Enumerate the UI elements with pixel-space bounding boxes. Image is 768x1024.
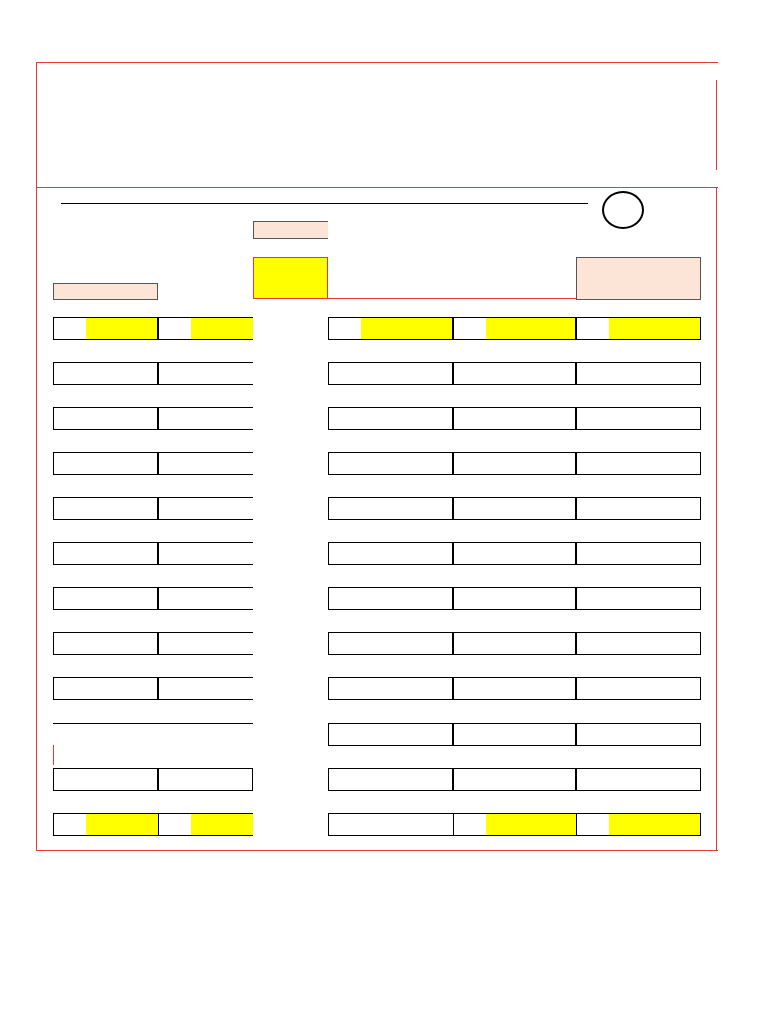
seat-27 <box>158 542 253 565</box>
seat-22 <box>158 497 253 520</box>
seat-11 <box>53 407 158 430</box>
frame-left <box>36 62 37 851</box>
seat-58 <box>576 813 701 836</box>
seat-passenger-name <box>486 769 575 790</box>
seat-passenger-name <box>86 408 157 429</box>
seat-34 <box>453 587 576 610</box>
frame-divider <box>36 187 718 188</box>
seat-45 <box>576 677 701 700</box>
seat-55 <box>158 813 253 836</box>
seat-57 <box>453 813 576 836</box>
seat-passenger-name <box>486 678 575 699</box>
seat-passenger-name <box>486 724 575 745</box>
frame-right-upper <box>716 80 717 170</box>
seat-passenger-name <box>86 678 157 699</box>
seat-44 <box>453 677 576 700</box>
seat-33 <box>328 587 453 610</box>
steering-wheel-icon <box>602 191 644 229</box>
seat-12 <box>158 407 253 430</box>
seat-30 <box>576 542 701 565</box>
seat-15 <box>576 407 701 430</box>
seat-53 <box>576 768 701 791</box>
top-rule <box>61 203 588 204</box>
seat-passenger-name <box>361 408 452 429</box>
seat-50 <box>158 768 253 791</box>
seat-passenger-name <box>191 814 253 835</box>
seat-passenger-name <box>486 814 576 835</box>
seat-29 <box>453 542 576 565</box>
seat-passenger-name <box>486 498 575 519</box>
seat-9 <box>453 362 576 385</box>
seat-56 <box>328 813 453 836</box>
seat-passenger-name <box>486 543 575 564</box>
seat-passenger-name <box>86 543 157 564</box>
seat-passenger-name <box>191 678 253 699</box>
helper-box <box>53 283 158 300</box>
seat-passenger-name <box>361 724 452 745</box>
seat-13 <box>328 407 453 430</box>
seat-51 <box>328 768 453 791</box>
seat-46 <box>328 723 453 746</box>
seat-passenger-name <box>609 678 700 699</box>
seat-passenger-name <box>191 769 252 790</box>
seat-passenger-name <box>609 588 700 609</box>
seat-passenger-name <box>86 633 157 654</box>
seat-36 <box>53 632 158 655</box>
seat-17 <box>158 452 253 475</box>
seat-passenger-name <box>191 318 253 339</box>
seat-passenger-name <box>486 363 575 384</box>
seat-passenger-name <box>361 363 452 384</box>
seat-passenger-name <box>191 453 253 474</box>
seat-passenger-name <box>361 498 452 519</box>
seat-passenger-name <box>361 588 452 609</box>
seat-passenger-name <box>86 318 157 339</box>
seat-32 <box>158 587 253 610</box>
seat-passenger-name <box>361 318 452 339</box>
seat-passenger-name <box>86 363 157 384</box>
seat-passenger-name <box>191 498 253 519</box>
seat-passenger-name <box>361 453 452 474</box>
p-wahib-box <box>253 257 328 299</box>
seat-passenger-name <box>609 408 700 429</box>
seat-passenger-name <box>86 498 157 519</box>
frame-bottom <box>36 850 718 851</box>
seat-passenger-name <box>486 318 575 339</box>
seat-passenger-name <box>191 633 253 654</box>
wahib-red-line <box>328 298 578 299</box>
seat-49 <box>53 768 158 791</box>
seat-39 <box>453 632 576 655</box>
seat-18 <box>328 452 453 475</box>
seat-31 <box>53 587 158 610</box>
seat-passenger-name <box>191 588 253 609</box>
seat-passenger-name <box>609 318 700 339</box>
seat-41 <box>53 677 158 700</box>
seat-26 <box>53 542 158 565</box>
seat-passenger-name <box>609 453 700 474</box>
seat-14 <box>453 407 576 430</box>
seat-5 <box>576 317 701 340</box>
seat-passenger-name <box>361 814 453 835</box>
seat-37 <box>158 632 253 655</box>
seat-38 <box>328 632 453 655</box>
seat-passenger-name <box>86 453 157 474</box>
seat-passenger-name <box>609 543 700 564</box>
seat-passenger-name <box>609 363 700 384</box>
seat-8 <box>328 362 453 385</box>
seat-passenger-name <box>486 588 575 609</box>
seat-24 <box>453 497 576 520</box>
seat-2 <box>158 317 253 340</box>
seat-35 <box>576 587 701 610</box>
seat-passenger-name <box>609 769 700 790</box>
seat-10 <box>576 362 701 385</box>
seat-25 <box>576 497 701 520</box>
seat-48 <box>576 723 701 746</box>
seat-47 <box>453 723 576 746</box>
tv-box <box>253 221 328 239</box>
seat-3 <box>328 317 453 340</box>
seat-1 <box>53 317 158 340</box>
seat-passenger-name <box>86 814 158 835</box>
seat-passenger-name <box>86 769 157 790</box>
seat-passenger-name <box>609 498 700 519</box>
seat-20 <box>576 452 701 475</box>
seat-23 <box>328 497 453 520</box>
seat-42 <box>158 677 253 700</box>
seat-7 <box>158 362 253 385</box>
seat-passenger-name <box>486 408 575 429</box>
seat-passenger-name <box>361 769 452 790</box>
back-door-rule <box>53 723 253 724</box>
seat-43 <box>328 677 453 700</box>
seat-passenger-name <box>609 633 700 654</box>
seat-28 <box>328 542 453 565</box>
seat-54 <box>53 813 158 836</box>
seat-4 <box>453 317 576 340</box>
seat-16 <box>53 452 158 475</box>
back-door-tick <box>53 745 54 765</box>
frame-right <box>716 187 717 851</box>
frame-top <box>36 62 718 63</box>
seat-passenger-name <box>609 814 700 835</box>
seat-passenger-name <box>609 724 700 745</box>
seat-40 <box>576 632 701 655</box>
seat-passenger-name <box>486 633 575 654</box>
seat-passenger-name <box>361 543 452 564</box>
seat-19 <box>453 452 576 475</box>
seat-passenger-name <box>361 678 452 699</box>
seat-passenger-name <box>191 543 253 564</box>
seat-passenger-name <box>191 363 253 384</box>
seat-passenger-name <box>86 588 157 609</box>
seat-21 <box>53 497 158 520</box>
seat-passenger-name <box>486 453 575 474</box>
seat-52 <box>453 768 576 791</box>
seat-6 <box>53 362 158 385</box>
seat-passenger-name <box>191 408 253 429</box>
seat-passenger-name <box>361 633 452 654</box>
driver-box <box>576 257 701 300</box>
